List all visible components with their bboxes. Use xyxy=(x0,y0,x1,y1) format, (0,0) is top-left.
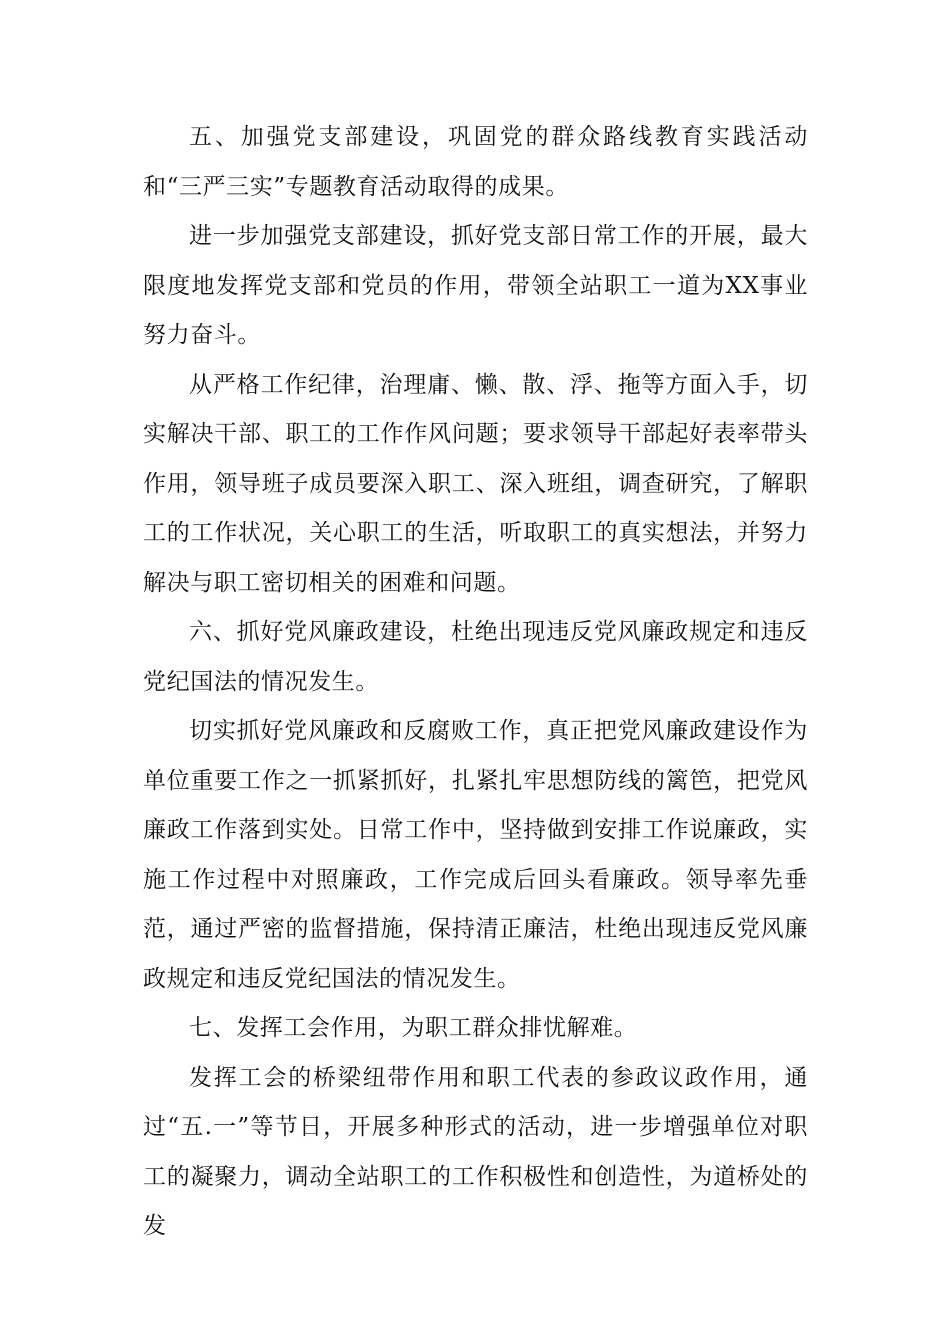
section-heading-six: 六、抓好党风廉政建设，杜绝出现违反党风廉政规定和违反党纪国法的情况发生。 xyxy=(143,619,808,695)
body-paragraph: 进一步加强党支部建设，抓好党支部日常工作的开展，最大限度地发挥党支部和党员的作用，带领全站职工一道为XX事业努力奋斗。 xyxy=(143,223,808,348)
body-paragraph: 发挥工会的桥梁纽带作用和职工代表的参政议政作用，通过“五.一”等节日，开展多种形式的活动，进一步增强单位对职工的凝聚力，调动全站职工的工作积极性和创造性，为道桥处的发 xyxy=(143,1064,808,1239)
section-heading-five: 五、加强党支部建设，巩固党的群众路线教育实践活动和“三严三实”专题教育活动取得的成果。 xyxy=(143,124,808,200)
body-paragraph: 切实抓好党风廉政和反腐败工作，真正把党风廉政建设作为单位重要工作之一抓紧抓好，扎紧扎牢思想防线的篱笆，把党风廉政工作落到实处。日常工作中，坚持做到安排工作说廉政，实施工作过程中对照廉政，工作完成后回头看廉政。领导率先垂范，通过严密的监督措施，保持清正廉洁，杜绝出现违反党风廉政规定和违反党纪国法的情况发生。 xyxy=(143,718,808,992)
section-heading-seven: 七、发挥工会作用，为职工群众排忧解难。 xyxy=(189,1015,638,1041)
body-paragraph: 从严格工作纪律，治理庸、懒、散、浮、拖等方面入手，切实解决干部、职工的工作作风问题；要求领导干部起好表率带头作用，领导班子成员要深入职工、深入班组，调查研究，了解职工的工作状况，关心职工的生活，听取职工的真实想法，并努力解决与职工密切相关的困难和问题。 xyxy=(143,371,808,596)
document-body xyxy=(143,113,808,1252)
